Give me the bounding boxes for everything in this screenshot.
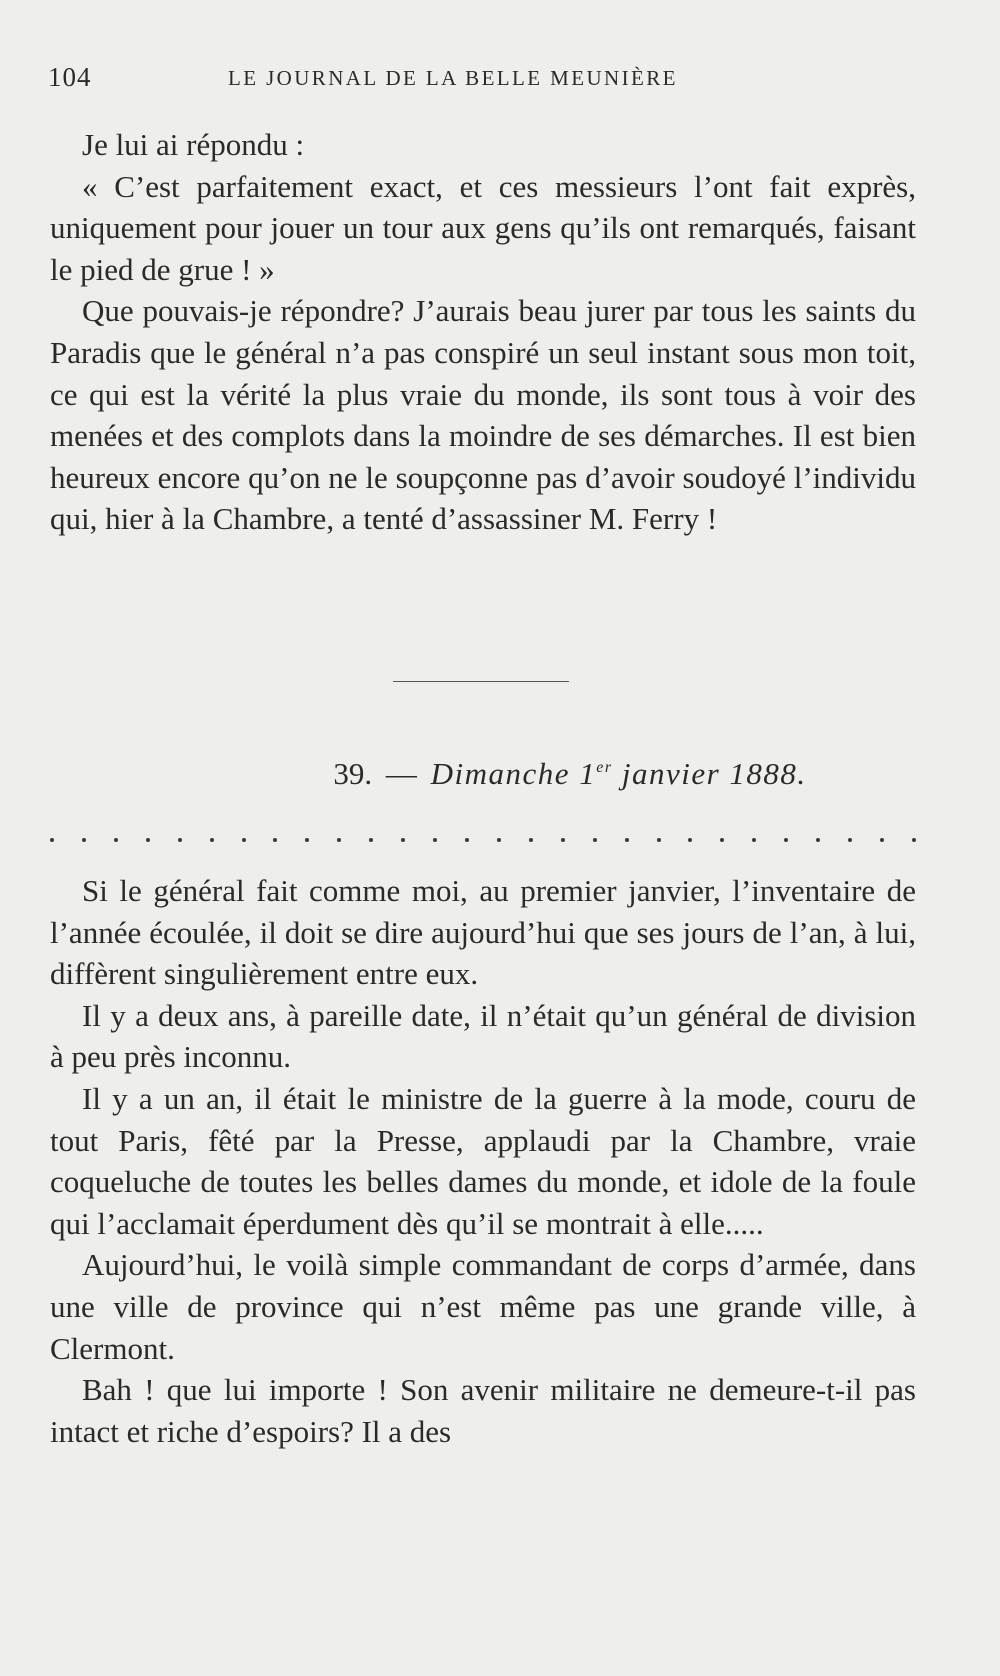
paragraph: Il y a deux ans, à pareille date, il n’était qu’un général de division à peu près inconnu. bbox=[50, 997, 916, 1075]
ellipsis-dots bbox=[50, 838, 916, 842]
text-section-1 bbox=[50, 124, 916, 540]
running-title: LE JOURNAL DE LA BELLE MEUNIÈRE bbox=[228, 66, 678, 90]
paragraph: Si le général fait comme moi, au premier janvier, l’inventaire de l’année écoulée, il doit se dire aujourd’hui que ses jours de l’an, à lui, diffèrent singulièrement entre eux. bbox=[50, 873, 916, 992]
page-number: 104 bbox=[48, 62, 92, 92]
entry-number: 39. bbox=[333, 756, 373, 791]
paragraph: Il y a un an, il était le ministre de la guerre à la mode, couru de tout Paris, fêté par la Presse, applaudi par la Chambre, vraie coqueluche de toutes les belles dames du monde, et idole de la foule qui l’acclamait éperdument dès qu’il se montrait à elle..... bbox=[50, 1080, 916, 1241]
entry-date-rest: janvier 1888. bbox=[612, 756, 807, 791]
paragraph: Aujourd’hui, le voilà simple commandant de corps d’armée, dans une ville de province qui n’est même pas une grande ville, à Clermont. bbox=[50, 1247, 916, 1366]
section-divider bbox=[393, 681, 569, 682]
entry-dash: — bbox=[385, 756, 417, 791]
paragraph: Bah ! que lui importe ! Son avenir militaire ne demeure-t-il pas intact et riche d’espoirs? Il a des bbox=[50, 1372, 916, 1449]
page-header bbox=[48, 62, 918, 102]
text-section-2 bbox=[50, 870, 916, 1452]
entry-heading bbox=[0, 756, 1000, 792]
entry-date-day: Dimanche 1 bbox=[430, 756, 597, 791]
paragraph: Que pouvais-je répondre? J’aurais beau jurer par tous les saints du Paradis que le général n’a pas conspiré un seul instant sous mon toit, ce qui est la vérité la plus vraie du monde, ils sont tous à voir des menées et des complots dans la moindre de ses démarches. Il est bien heureux encore qu’on ne le soupçonne pas d’avoir soudoyé l’individu qui, hier à la Chambre, a tenté d’assassiner M. Ferry ! bbox=[50, 293, 916, 537]
paragraph: « C’est parfaitement exact, et ces messieurs l’ont fait exprès, uniquement pour jouer un tour aux gens qu’ils ont remarqués, faisant le pied de grue ! » bbox=[50, 168, 916, 287]
entry-date bbox=[431, 756, 807, 791]
entry-date-sup: er bbox=[596, 759, 613, 776]
paragraph: Je lui ai répondu : bbox=[82, 127, 305, 162]
